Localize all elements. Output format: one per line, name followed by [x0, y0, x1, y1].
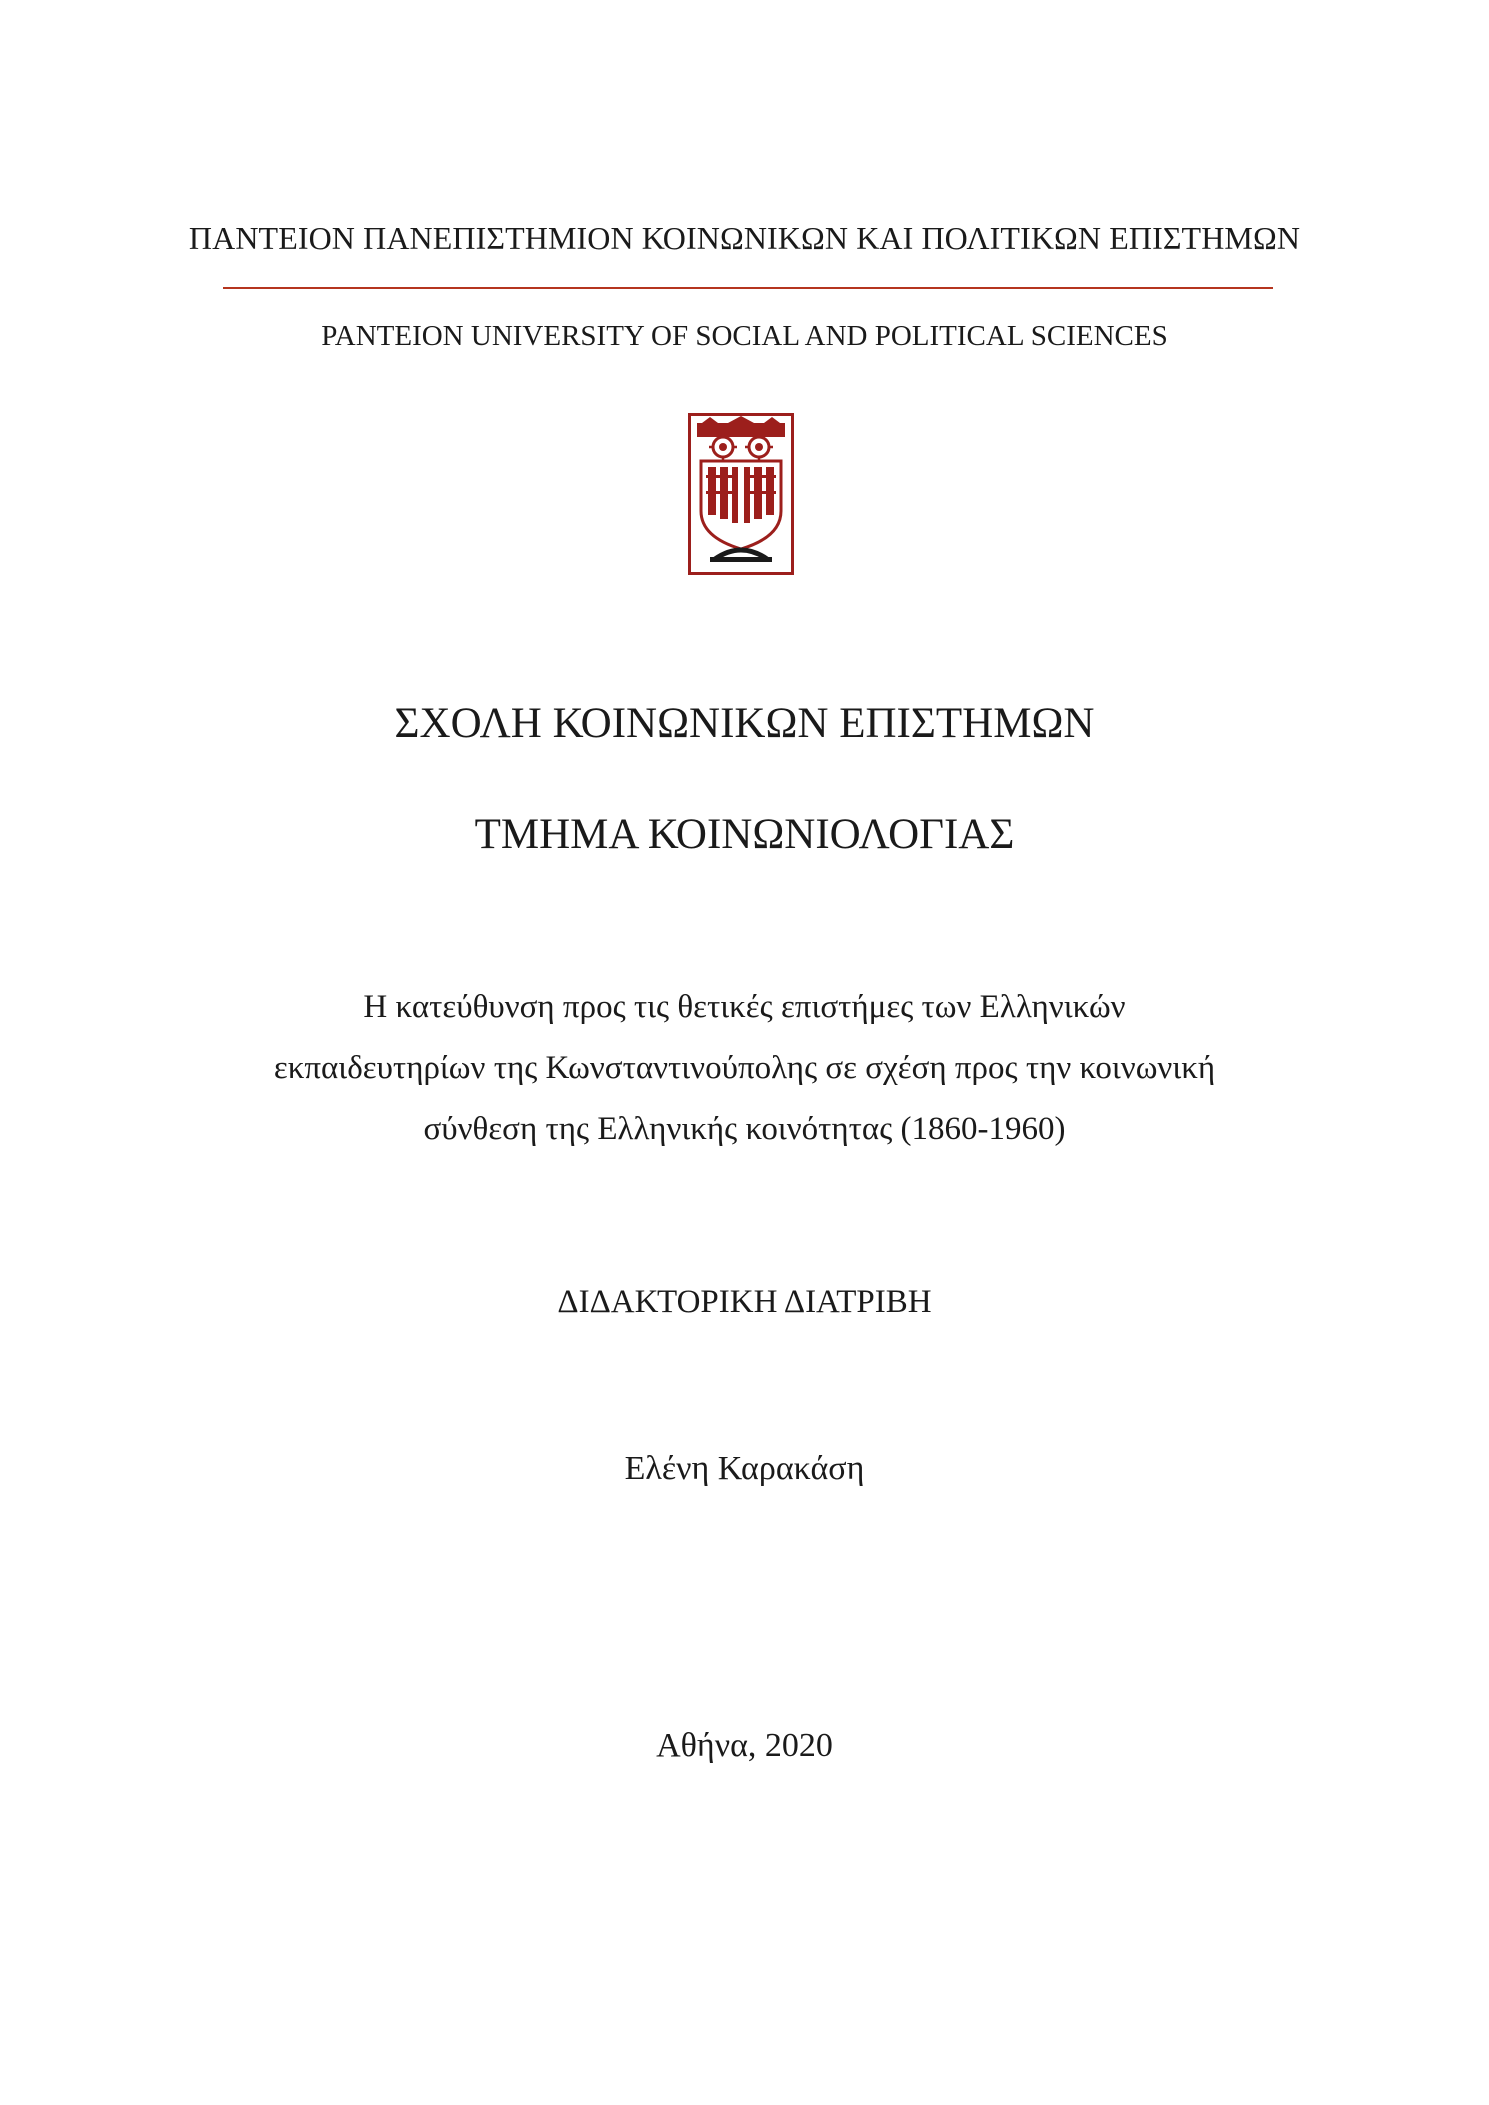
thesis-title [0, 987, 1489, 1170]
university-name-greek: ΠΑΝΤΕΙΟΝ ΠΑΝΕΠΙΣΤΗΜΙΟΝ ΚΟΙΝΩΝΙΚΩΝ ΚΑΙ ΠΟΛΙΤΙΚΩΝ ΕΠΙΣΤΗΜΩΝ [188, 220, 1301, 256]
school-name: ΣΧΟΛΗ ΚΟΙΝΩΝΙΚΩΝ ΕΠΙΣΤΗΜΩΝ [394, 700, 1095, 747]
university-name-english: PANTEION UNIVERSITY OF SOCIAL AND POLITICAL SCIENCES [321, 320, 1168, 352]
university-crest-icon [688, 413, 794, 575]
document-type: ΔΙΔΑΚΤΟΡΙΚΗ ΔΙΑΤΡΙΒΗ [557, 1284, 932, 1320]
thesis-title-line: Η κατεύθυνση προς τις θετικές επιστήμες των Ελληνικών [363, 989, 1126, 1025]
author-name: Ελένη Καρακάση [624, 1450, 865, 1487]
thesis-title-line: εκπαιδευτηρίων της Κωνσταντινούπολης σε σχέση προς την κοινωνική [273, 1050, 1216, 1086]
place-and-date: Αθήνα, 2020 [656, 1727, 833, 1764]
header-divider [223, 287, 1273, 289]
thesis-title-line: σύνθεση της Ελληνικής κοινότητας (1860-1960) [423, 1111, 1066, 1147]
department-name: ΤΜΗΜΑ ΚΟΙΝΩΝΙΟΛΟΓΙΑΣ [474, 811, 1015, 858]
